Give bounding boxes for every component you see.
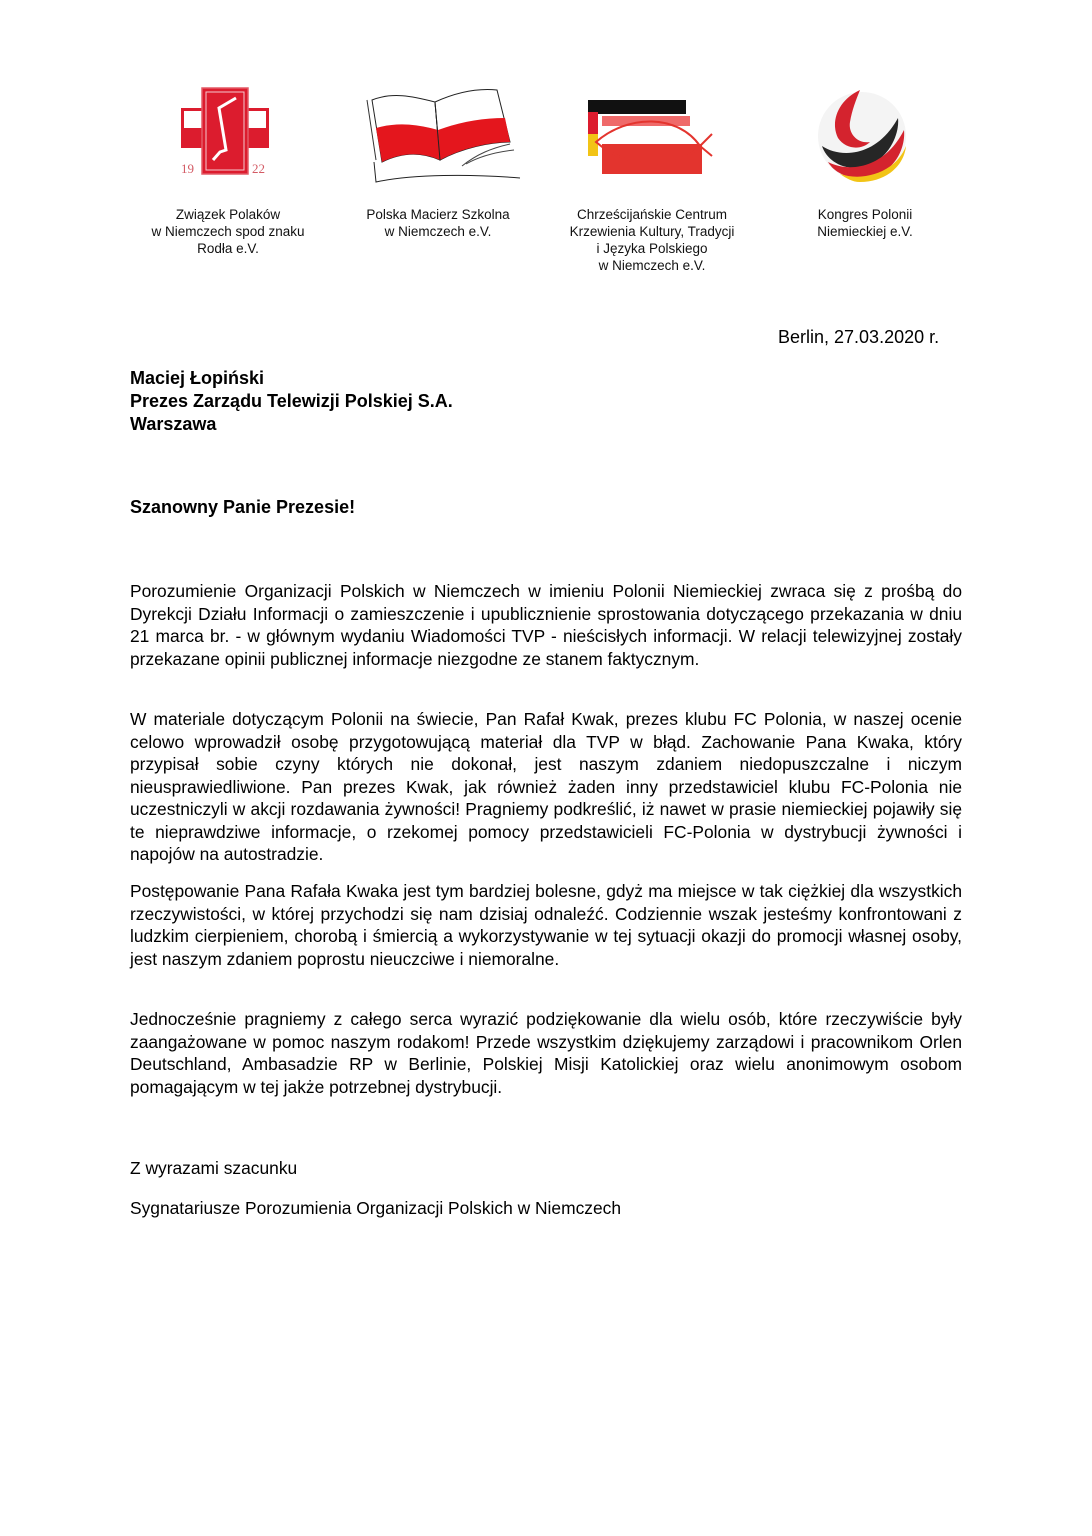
svg-text:19: 19 bbox=[181, 161, 194, 176]
salutation: Szanowny Panie Prezesie! bbox=[130, 497, 356, 517]
open-book-polish-flag-logo bbox=[362, 82, 524, 184]
recipient-title: Prezes Zarządu Telewizji Polskiej S.A. bbox=[130, 391, 453, 411]
place-date: Berlin, 27.03.2020 r. bbox=[778, 327, 940, 347]
paragraph-4: Jednocześnie pragniemy z całego serca wyrazić podziękowanie dla wielu osób, które rzeczywiście były zaangażowane w pomoc naszym rodakom! Przede wszystkim dziękujemy zarządowi i pracownikom Orlen Deutschland, Ambasadzie RP w Berlinie, Polskiej Misji Katolickiej oraz wielu anonimowym osobom pomagającym w tej jakże potrzebnej dystrybucji. bbox=[130, 1009, 962, 1097]
paragraph-3: Postępowanie Pana Rafała Kwaka jest tym bardziej bolesne, gdyż ma miejsce w tak ciężkiej dla wszystkich rzeczywistości, w której przychodzi się nam dzisiaj odnaleźć. Codziennie wszak jesteśmy konfrontowani z ludzkim cierpieniem, chorobą i śmiercią a wykorzystywanie w tej sytuacji okazji do promocji własnej osoby, jest naszym zdaniem poprostu nieuczciwe i niemoralne. bbox=[130, 881, 962, 969]
org-caption-kongres: Kongres Polonii Niemieckiej e.V. bbox=[817, 207, 913, 239]
recipient-city: Warszawa bbox=[130, 414, 217, 434]
recipient-name: Maciej Łopiński bbox=[130, 368, 265, 388]
org-caption-rodlo: Związek Polaków w Niemczech spod znaku Rodła e.V. bbox=[151, 207, 305, 256]
fish-flag-collage-logo bbox=[588, 94, 718, 178]
org-caption-macierz: Polska Macierz Szkolna w Niemczech e.V. bbox=[366, 207, 510, 239]
rodlo-emblem-logo bbox=[178, 86, 272, 176]
closing: Z wyrazami szacunku bbox=[130, 1158, 298, 1178]
recipient-block bbox=[130, 367, 453, 436]
paragraph-2: W materiale dotyczącym Polonii na świecie, Pan Rafał Kwak, prezes klubu FC Polonia, w naszej ocenie celowo wprowadził osobę przygotowującą materiał dla TVP w błąd. Zachowanie Pana Kwaka, który przypisał sobie czyny których nie dokonał, jest naszym zdaniem niedopuszczalne i niczym nieusprawiedliwione. Pan prezes Kwak, jak również żaden inny przedstawiciel klubu FC-Polonia nie uczestniczyli w akcji rozdawania żywności! Pragniemy podkreślić, iż nawet w prasie niemieckiej pojawiły się te nieprawdziwe informacje, o rzekomej pomocy przedstawicieli FC-Polonia w dystrybucji żywności i napojów na autostradzie. bbox=[130, 709, 962, 864]
svg-text:22: 22 bbox=[252, 161, 265, 176]
org-caption-centrum: Chrześcijańskie Centrum Krzewienia Kultury, Tradycji i Języka Polskiego w Niemczech e.V. bbox=[569, 207, 735, 273]
signature: Sygnatariusze Porozumienia Organizacji Polskich w Niemczech bbox=[130, 1198, 622, 1218]
paragraph-1: Porozumienie Organizacji Polskich w Niemczech w imieniu Polonii Niemieckiej zwraca się z prośbą do Dyrekcji Działu Informacji o zamieszczenie i upublicznienie sprostowania dotyczącego przekazania w dniu 21 marca br. - w głównym wydaniu Wiadomości TVP - nieścisłych informacji. W relacji telewizyjnej zostały przekazane opinii publicznej informacje niezgodne ze stanem faktycznym. bbox=[130, 581, 962, 669]
swoosh-globe-logo bbox=[816, 86, 908, 182]
